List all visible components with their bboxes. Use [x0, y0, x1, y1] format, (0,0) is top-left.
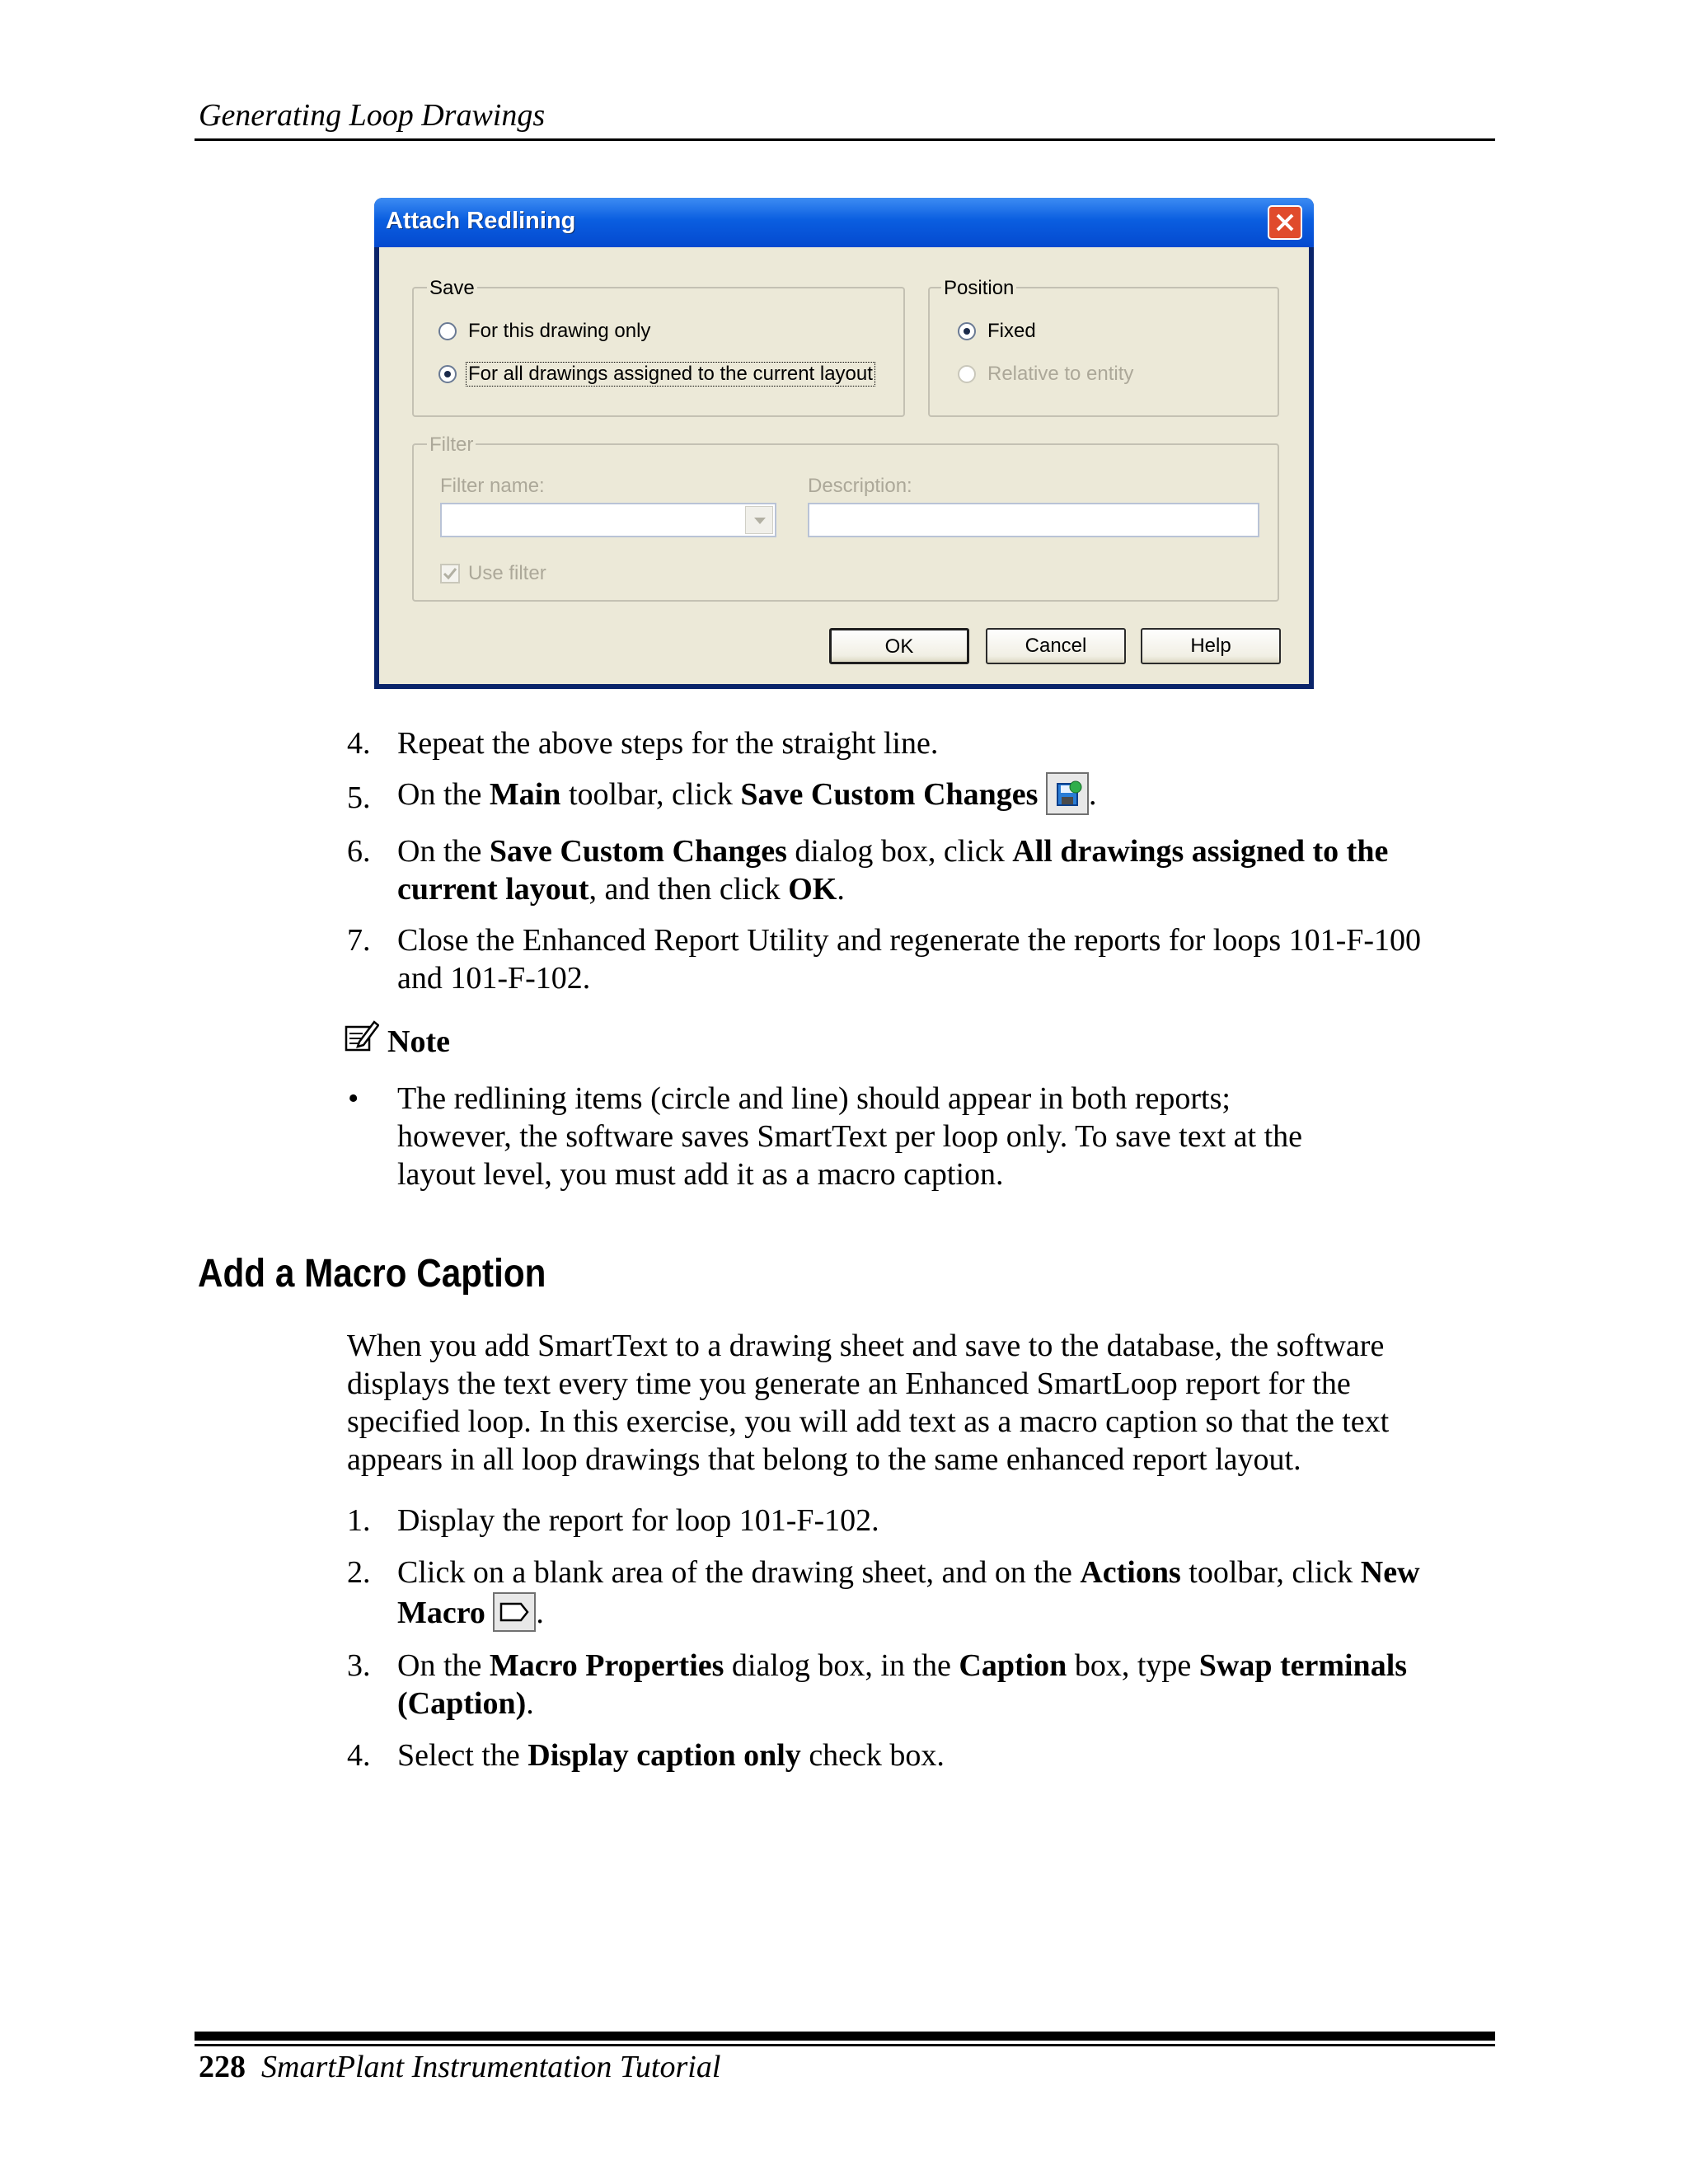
step-text-continued: [397, 1685, 534, 1722]
footer-rule-thin: [195, 2044, 1495, 2046]
new-macro-icon: [493, 1592, 536, 1632]
position-group-label: Position: [941, 277, 1016, 300]
book-title: SmartPlant Instrumentation Tutorial: [261, 2050, 721, 2084]
step-text-part: Select the: [397, 1738, 528, 1773]
intro-line: displays the text every time you generate an Enhanced SmartLoop report for the: [347, 1366, 1351, 1401]
button-name: OK: [788, 872, 837, 907]
step-number: 6.: [347, 834, 371, 869]
intro-line: appears in all loop drawings that belong to the same enhanced report layout.: [347, 1442, 1301, 1477]
step-text-part: toolbar, click: [560, 777, 741, 812]
close-button[interactable]: [1268, 205, 1302, 240]
radio-label-fixed[interactable]: Fixed: [987, 320, 1036, 342]
command-name: Macro: [397, 1596, 485, 1630]
save-group-label: Save: [427, 277, 477, 300]
radio-label-all-drawings-current-layout[interactable]: For all drawings assigned to the current layout: [466, 362, 875, 387]
section-heading: Add a Macro Caption: [198, 1252, 546, 1296]
save-group: [412, 287, 905, 417]
step-number: 2.: [347, 1555, 371, 1590]
step-number: 5.: [347, 780, 371, 815]
description-field[interactable]: [808, 503, 1259, 537]
step-text-continued: [397, 870, 845, 908]
chevron-down-icon[interactable]: [745, 506, 773, 534]
footer: [199, 2049, 720, 2085]
step-number: 3.: [347, 1648, 371, 1683]
close-icon: [1274, 212, 1296, 233]
step-text-part: check box.: [800, 1738, 945, 1773]
step-text-part: Click on a blank area of the drawing sheet, and on the: [397, 1555, 1081, 1590]
step-text-part: dialog box, click: [786, 834, 1013, 869]
option-name: current layout: [397, 872, 589, 907]
filter-group-label: Filter: [427, 434, 476, 457]
description-label: Description:: [808, 475, 912, 497]
dialog-name: Save Custom Changes: [489, 834, 787, 869]
header-rule: [195, 138, 1495, 141]
cancel-button[interactable]: Cancel: [986, 628, 1126, 664]
step-text: [397, 1647, 1407, 1685]
step-text-part: .: [526, 1686, 534, 1721]
toolbar-name: Main: [489, 777, 561, 812]
use-filter-checkbox[interactable]: [440, 564, 460, 583]
step-number: 4.: [347, 726, 371, 761]
command-name: New: [1360, 1555, 1420, 1590]
intro-line: specified loop. In this exercise, you will add text as a macro caption so that the text: [347, 1404, 1390, 1439]
option-name: All drawings assigned to the: [1012, 834, 1389, 869]
note-pencil-icon: [345, 1019, 379, 1053]
radio-label-relative-to-entity[interactable]: Relative to entity: [987, 363, 1134, 385]
intro-line: When you add SmartText to a drawing sheet and save to the database, the software: [347, 1329, 1385, 1363]
step-text-part: On the: [397, 834, 490, 869]
note-title: Note: [387, 1024, 450, 1059]
step-text-continued: and 101-F-102.: [397, 961, 591, 996]
running-header-title: Generating Loop Drawings: [199, 98, 546, 133]
bullet-icon: •: [348, 1081, 359, 1116]
use-filter-label[interactable]: Use filter: [468, 562, 546, 584]
step-text-part: .: [837, 872, 845, 907]
checkbox-name: Display caption only: [528, 1738, 801, 1773]
step-text: [397, 1736, 945, 1774]
command-name: Save Custom Changes: [740, 777, 1039, 812]
note-line: however, the software saves SmartText per loop only. To save text at the: [397, 1119, 1303, 1154]
step-text-part: .: [536, 1596, 544, 1630]
step-text: [397, 832, 1388, 870]
ok-button[interactable]: OK: [829, 628, 969, 664]
radio-fixed[interactable]: [958, 322, 976, 340]
page-number: 228: [199, 2050, 246, 2084]
step-text-part: dialog box, in the: [724, 1648, 959, 1683]
radio-this-drawing-only[interactable]: [438, 322, 457, 340]
step-number: 1.: [347, 1503, 371, 1538]
step-number: 7.: [347, 923, 371, 958]
checkmark-icon: [442, 565, 458, 582]
save-custom-changes-icon: [1046, 772, 1089, 815]
field-name: Caption: [959, 1648, 1067, 1683]
save-custom-changes-icon-graphic: [1048, 774, 1087, 813]
step-text-part: toolbar, click: [1180, 1555, 1361, 1590]
filter-name-dropdown[interactable]: [440, 503, 776, 537]
help-button[interactable]: Help: [1141, 628, 1281, 664]
footer-rule-thick: [195, 2032, 1495, 2041]
step-text-part: On the: [397, 1648, 490, 1683]
typed-value: Swap terminals: [1198, 1648, 1408, 1683]
attach-redlining-dialog: [374, 198, 1314, 689]
dialog-body: [379, 247, 1309, 684]
radio-label-this-drawing-only[interactable]: For this drawing only: [468, 320, 651, 342]
step-text-part: On the: [397, 777, 490, 812]
new-macro-icon-graphic: [495, 1594, 534, 1630]
step-text: Repeat the above steps for the straight line.: [397, 726, 939, 761]
filter-name-label: Filter name:: [440, 475, 545, 497]
step-text-continued: [397, 1594, 544, 1635]
step-text: [397, 776, 1096, 818]
step-text-part: , and then click: [588, 872, 789, 907]
step-text: Close the Enhanced Report Utility and regenerate the reports for loops 101-F-100: [397, 923, 1422, 958]
step-number: 4.: [347, 1738, 371, 1773]
step-text-part: .: [1088, 777, 1097, 812]
dialog-title: Attach Redlining: [386, 208, 576, 234]
step-text: Display the report for loop 101-F-102.: [397, 1503, 879, 1538]
radio-relative-to-entity[interactable]: [958, 365, 976, 383]
note-line: The redlining items (circle and line) should appear in both reports;: [397, 1081, 1231, 1116]
dialog-name: Macro Properties: [489, 1648, 724, 1683]
step-text: [397, 1554, 1420, 1591]
toolbar-name: Actions: [1080, 1555, 1181, 1590]
typed-value: (Caption): [397, 1686, 527, 1721]
position-group: [928, 287, 1279, 417]
note-line: layout level, you must add it as a macro caption.: [397, 1157, 1004, 1192]
step-text-part: box, type: [1067, 1648, 1199, 1683]
dialog-title-bar[interactable]: [374, 198, 1314, 247]
radio-all-drawings-current-layout[interactable]: [438, 365, 457, 383]
